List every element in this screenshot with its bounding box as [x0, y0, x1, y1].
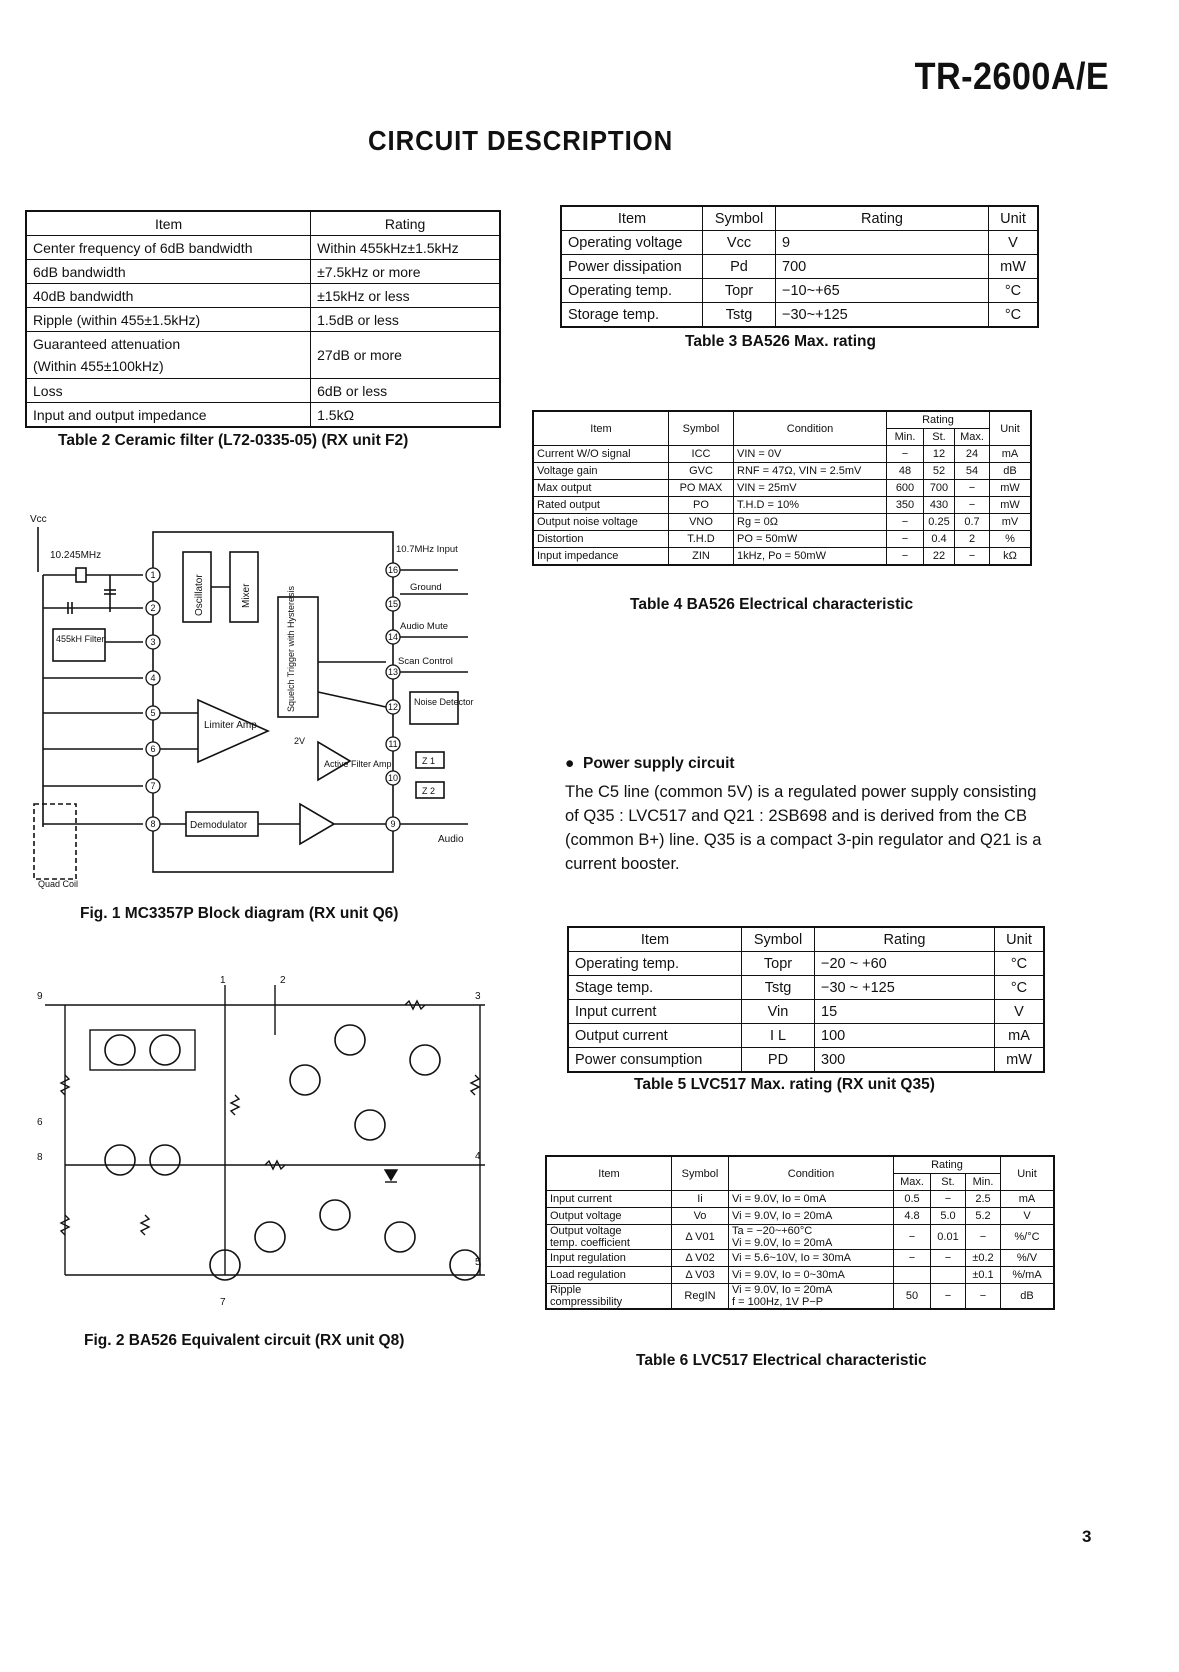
crystal-label: 10.245MHz: [50, 550, 102, 561]
table-cell: mA: [995, 1024, 1045, 1048]
table-cell: Stage temp.: [568, 976, 742, 1000]
mute-label: Audio Mute: [400, 621, 449, 632]
fig2-caption: Fig. 2 BA526 Equivalent circuit (RX unit Q8): [84, 1332, 405, 1349]
lvc517-electrical-table: [545, 1155, 1055, 1310]
table-cell: 700: [776, 255, 989, 279]
table-header: Rating: [815, 927, 995, 952]
table-cell: −: [894, 1225, 931, 1250]
table-cell: Vi = 9.0V, Io = 0~30mA: [729, 1267, 894, 1284]
table-header: Unit: [995, 927, 1045, 952]
table-header: Item: [561, 206, 703, 231]
table-cell: Power dissipation: [561, 255, 703, 279]
table-header: Unit: [989, 206, 1039, 231]
pin-label: 6: [37, 1117, 43, 1128]
table-cell: Voltage gain: [533, 463, 669, 480]
filter-label: 455kH Filter: [56, 634, 105, 644]
table-cell: RNF = 47Ω, VIN = 2.5mV: [734, 463, 887, 480]
table-cell: 350: [887, 497, 924, 514]
table-cell: ICC: [669, 446, 734, 463]
table-cell: [26, 332, 311, 379]
transistors: [105, 1025, 480, 1280]
table-cell: Δ V01: [672, 1225, 729, 1250]
table-cell: [546, 1284, 672, 1310]
table-cell: %/mA: [1001, 1267, 1055, 1284]
pin-label: 2: [280, 975, 286, 986]
table-subheader: St.: [931, 1174, 966, 1191]
table-cell: Operating temp.: [568, 952, 742, 976]
table-cell: I L: [742, 1024, 815, 1048]
pin-number: 1: [150, 570, 156, 580]
pin-number: 13: [387, 667, 399, 677]
table-cell: ZIN: [669, 548, 734, 566]
table-cell: −: [955, 497, 990, 514]
table-cell: Power consumption: [568, 1048, 742, 1073]
cell-line: f = 100Hz, 1V P−P: [732, 1296, 824, 1308]
pin-label: 4: [475, 1151, 481, 1162]
table-cell: T.H.D: [669, 531, 734, 548]
table-header: Symbol: [703, 206, 776, 231]
pin-number: 5: [150, 708, 156, 718]
scan-label: Scan Control: [398, 656, 453, 667]
table-cell: 700: [924, 480, 955, 497]
resistor-symbol: [471, 1075, 479, 1095]
table-cell: 430: [924, 497, 955, 514]
cell-line: temp. coefficient: [550, 1237, 630, 1249]
table-header: Condition: [734, 411, 887, 446]
crystal-symbol: [76, 568, 86, 582]
table6-caption: Table 6 LVC517 Electrical characteristic: [636, 1352, 927, 1369]
table-cell: Vcc: [703, 231, 776, 255]
table-cell: 54: [955, 463, 990, 480]
table-cell: [894, 1267, 931, 1284]
mc3357p-block-diagram: [28, 512, 498, 897]
table-cell: Operating temp.: [561, 279, 703, 303]
table-cell: −: [887, 514, 924, 531]
squelch-label: Squelch Trigger with Hysteresis: [286, 585, 296, 712]
pin-number: 7: [150, 781, 156, 791]
power-supply-title: Power supply circuit: [582, 755, 735, 772]
transistor-symbol: [255, 1222, 285, 1252]
table-cell: mV: [990, 514, 1032, 531]
table-cell: 0.5: [894, 1191, 931, 1208]
table-cell: 9: [776, 231, 989, 255]
table-cell: −20 ~ +60: [815, 952, 995, 976]
pin-label: 5: [475, 1257, 481, 1268]
table-cell: Loss: [26, 379, 311, 403]
table3-caption: Table 3 BA526 Max. rating: [685, 333, 876, 350]
table-cell: ±0.2: [966, 1250, 1001, 1267]
table-cell: Input current: [568, 1000, 742, 1024]
table-cell: 6dB or less: [311, 379, 500, 403]
table-cell: 0.4: [924, 531, 955, 548]
table-header: Rating: [887, 411, 990, 429]
table-cell: 40dB bandwidth: [26, 284, 311, 308]
transistor-symbol: [105, 1145, 135, 1175]
table-cell: V: [989, 231, 1039, 255]
table-cell: −: [887, 531, 924, 548]
table-cell: 4.8: [894, 1208, 931, 1225]
pin-number: 11: [388, 739, 398, 749]
pin-label: 1: [220, 975, 226, 986]
table-cell: −30 ~ +125: [815, 976, 995, 1000]
cell-line: compressibility: [550, 1296, 623, 1308]
table-cell: Topr: [703, 279, 776, 303]
ground-label: Ground: [410, 582, 442, 593]
table-cell: −30~+125: [776, 303, 989, 328]
table-cell: Center frequency of 6dB bandwidth: [26, 236, 311, 260]
table-cell: Output voltage: [546, 1208, 672, 1225]
table-cell: Δ V02: [672, 1250, 729, 1267]
table-cell: 27dB or more: [311, 332, 500, 379]
table-cell: Distortion: [533, 531, 669, 548]
table-header: Item: [568, 927, 742, 952]
table-header: Condition: [729, 1156, 894, 1191]
table-cell: Input impedance: [533, 548, 669, 566]
vcc-label: Vcc: [30, 514, 47, 525]
ceramic-filter-table: [25, 210, 501, 428]
transistor-symbol: [320, 1200, 350, 1230]
table-cell: Output noise voltage: [533, 514, 669, 531]
table-cell: 2: [955, 531, 990, 548]
quad-coil-label: Quad Coil: [38, 879, 79, 889]
table-header: Rating: [894, 1156, 1001, 1174]
table-cell: ±0.1: [966, 1267, 1001, 1284]
input-label: 10.7MHz Input: [396, 544, 458, 555]
table-cell: °C: [989, 279, 1039, 303]
pin-number: 16: [387, 565, 399, 575]
lvc517-max-rating-table: [567, 926, 1045, 1073]
table-cell: PO MAX: [669, 480, 734, 497]
limiter-label: Limiter Amp: [204, 720, 257, 731]
resistor-symbol: [231, 1095, 239, 1115]
table-cell: GVC: [669, 463, 734, 480]
pin-number: 10: [387, 773, 399, 783]
demodulator-label: Demodulator: [190, 820, 248, 831]
table-cell: Ii: [672, 1191, 729, 1208]
table-cell: 0.25: [924, 514, 955, 531]
table-subheader: Max.: [894, 1174, 931, 1191]
table-cell: ±7.5kHz or more: [311, 260, 500, 284]
table-cell: Rated output: [533, 497, 669, 514]
table-cell: 50: [894, 1284, 931, 1310]
transistor-symbol: [105, 1035, 135, 1065]
table-cell: 1kHz, Po = 50mW: [734, 548, 887, 566]
ba526-equivalent-circuit: [35, 975, 495, 1315]
table-cell: 1.5kΩ: [311, 403, 500, 428]
cell-line: Output voltage: [550, 1225, 622, 1237]
table-cell: V: [995, 1000, 1045, 1024]
table-cell: mW: [990, 480, 1032, 497]
table-cell: Operating voltage: [561, 231, 703, 255]
model-number: TR-2600A/E: [914, 56, 1109, 98]
table-subheader: Min.: [966, 1174, 1001, 1191]
table-cell: mW: [989, 255, 1039, 279]
diode-symbol: [385, 1170, 397, 1180]
table-header: Item: [546, 1156, 672, 1191]
ic-body: [153, 532, 396, 872]
mixer-label: Mixer: [241, 583, 252, 608]
pin-number: 12: [387, 702, 399, 712]
table5-caption: Table 5 LVC517 Max. rating (RX unit Q35): [634, 1076, 935, 1093]
table-cell: VIN = 25mV: [734, 480, 887, 497]
table-cell: mA: [990, 446, 1032, 463]
voltage-label: 2V: [294, 736, 306, 746]
table-cell: −: [931, 1250, 966, 1267]
table-cell: −: [931, 1191, 966, 1208]
quad-coil-box: [34, 804, 76, 879]
table-cell: PO: [669, 497, 734, 514]
transistor-symbol: [150, 1145, 180, 1175]
transistor-symbol: [150, 1035, 180, 1065]
table-cell: Within 455kHz±1.5kHz: [311, 236, 500, 260]
table-header: Symbol: [742, 927, 815, 952]
pin-number: 4: [150, 673, 156, 683]
ba526-max-rating-table: [560, 205, 1039, 328]
table-cell: −: [887, 548, 924, 566]
table-cell: 300: [815, 1048, 995, 1073]
table-cell: Vin: [742, 1000, 815, 1024]
table-cell: RegIN: [672, 1284, 729, 1310]
resistor-symbol: [141, 1215, 149, 1235]
table-cell: VNO: [669, 514, 734, 531]
ba526-electrical-table: [532, 410, 1032, 566]
cell-line: (Within 455±100kHz): [33, 358, 164, 374]
table-cell: Vi = 5.6~10V, Io = 30mA: [729, 1250, 894, 1267]
table-cell: PD: [742, 1048, 815, 1073]
audio-label: Audio: [438, 834, 464, 845]
noise-label: Noise Detector: [414, 697, 474, 707]
table-cell: [729, 1225, 894, 1250]
table-cell: Max output: [533, 480, 669, 497]
table-cell: %/V: [1001, 1250, 1055, 1267]
table-cell: −: [894, 1250, 931, 1267]
pin-number: 14: [387, 632, 399, 642]
table-cell: Current W/O signal: [533, 446, 669, 463]
table-cell: Tstg: [742, 976, 815, 1000]
cell-line: Vi = 9.0V, Io = 20mA: [732, 1237, 833, 1249]
table-cell: °C: [995, 952, 1045, 976]
table-cell: 48: [887, 463, 924, 480]
wire: [318, 692, 386, 707]
table-cell: −: [887, 446, 924, 463]
table-cell: −10~+65: [776, 279, 989, 303]
table-cell: 5.2: [966, 1208, 1001, 1225]
table-cell: Pd: [703, 255, 776, 279]
table-cell: V: [1001, 1208, 1055, 1225]
table-cell: °C: [995, 976, 1045, 1000]
pin-label: 8: [37, 1152, 43, 1163]
power-supply-paragraph: The C5 line (common 5V) is a regulated power supply consisting of Q35 : LVC517 and Q21 : 2SB698 and is derived from the CB (common B+) line. Q35 is a compact 3-pin regulator and Q21 is a current booster.: [565, 783, 1042, 873]
active-filter-label: Active Filter Amp: [324, 759, 392, 769]
table-cell: Rg = 0Ω: [734, 514, 887, 531]
table-cell: mW: [990, 497, 1032, 514]
pin-number: 2: [150, 603, 156, 613]
table-cell: ±15kHz or less: [311, 284, 500, 308]
table-cell: −: [955, 548, 990, 566]
limiter-amp-symbol: [198, 700, 268, 762]
table-cell: 1.5dB or less: [311, 308, 500, 332]
pin-number: 6: [150, 744, 156, 754]
pin-number: 8: [150, 819, 156, 829]
table2-caption: Table 2 Ceramic filter (L72-0335-05) (RX unit F2): [58, 432, 409, 449]
table-cell: 6dB bandwidth: [26, 260, 311, 284]
table-cell: 52: [924, 463, 955, 480]
table-cell: dB: [990, 463, 1032, 480]
pin-label: 3: [475, 991, 481, 1002]
cell-line: Ta = −20~+60°C: [732, 1225, 813, 1237]
table-cell: 24: [955, 446, 990, 463]
transistor-symbol: [335, 1025, 365, 1055]
pin-number: 3: [150, 637, 156, 647]
transistor-symbol: [410, 1045, 440, 1075]
table-header: Item: [533, 411, 669, 446]
table-cell: −: [955, 480, 990, 497]
table-cell: Input current: [546, 1191, 672, 1208]
table-cell: PO = 50mW: [734, 531, 887, 548]
fig1-caption: Fig. 1 MC3357P Block diagram (RX unit Q6): [80, 905, 399, 922]
pin-labels: [37, 975, 481, 1308]
table-cell: Load regulation: [546, 1267, 672, 1284]
table-cell: [931, 1267, 966, 1284]
table-header: Item: [26, 211, 311, 236]
table-subheader: St.: [924, 429, 955, 446]
table4-caption: Table 4 BA526 Electrical characteristic: [630, 596, 914, 613]
table-cell: [729, 1284, 894, 1310]
output-amp-symbol: [300, 804, 334, 844]
table-cell: 2.5: [966, 1191, 1001, 1208]
table-header: Symbol: [669, 411, 734, 446]
bullet-icon: ●: [565, 755, 583, 772]
cell-line: Guaranteed attenuation: [33, 336, 181, 352]
table-header: Rating: [776, 206, 989, 231]
table-cell: −: [966, 1225, 1001, 1250]
page-title: CIRCUIT DESCRIPTION: [368, 125, 674, 156]
page-number: 3: [1082, 1527, 1092, 1546]
table-cell: Storage temp.: [561, 303, 703, 328]
table-cell: [546, 1225, 672, 1250]
section-heading: [565, 755, 735, 773]
table-cell: 100: [815, 1024, 995, 1048]
table-cell: °C: [989, 303, 1039, 328]
oscillator-label: Oscillator: [194, 574, 205, 616]
table-cell: Vi = 9.0V, Io = 0mA: [729, 1191, 894, 1208]
table-cell: 22: [924, 548, 955, 566]
cell-line: Vi = 9.0V, Io = 20mA: [732, 1284, 833, 1296]
table-cell: Ripple (within 455±1.5kHz): [26, 308, 311, 332]
table-cell: Output current: [568, 1024, 742, 1048]
pin-label: 9: [37, 991, 43, 1002]
z1-label: Z 1: [422, 756, 436, 766]
table-cell: Tstg: [703, 303, 776, 328]
table-header: Symbol: [672, 1156, 729, 1191]
table-cell: 5.0: [931, 1208, 966, 1225]
table-cell: %/°C: [1001, 1225, 1055, 1250]
table-cell: 0.7: [955, 514, 990, 531]
table-subheader: Min.: [887, 429, 924, 446]
table-cell: Input regulation: [546, 1250, 672, 1267]
pin-label: 7: [220, 1297, 226, 1308]
pin-number: 9: [390, 819, 396, 829]
table-cell: Vi = 9.0V, Io = 20mA: [729, 1208, 894, 1225]
table-cell: Input and output impedance: [26, 403, 311, 428]
table-cell: dB: [1001, 1284, 1055, 1310]
table-subheader: Max.: [955, 429, 990, 446]
table-cell: VIN = 0V: [734, 446, 887, 463]
transistor-symbol: [355, 1110, 385, 1140]
table-cell: mW: [995, 1048, 1045, 1073]
table-cell: mA: [1001, 1191, 1055, 1208]
table-cell: Δ V03: [672, 1267, 729, 1284]
table-header: Unit: [1001, 1156, 1055, 1191]
squelch-block: [278, 597, 318, 717]
table-cell: 0.01: [931, 1225, 966, 1250]
table-cell: 15: [815, 1000, 995, 1024]
table-cell: 600: [887, 480, 924, 497]
table-cell: %: [990, 531, 1032, 548]
table-cell: Topr: [742, 952, 815, 976]
table-cell: −: [931, 1284, 966, 1310]
transistor-symbol: [290, 1065, 320, 1095]
table-cell: Vo: [672, 1208, 729, 1225]
pin-number: 15: [387, 599, 399, 609]
table-cell: T.H.D = 10%: [734, 497, 887, 514]
transistor-symbol: [385, 1222, 415, 1252]
cell-line: Ripple: [550, 1284, 582, 1296]
z2-label: Z 2: [422, 786, 436, 796]
table-cell: kΩ: [990, 548, 1032, 566]
table-cell: −: [966, 1284, 1001, 1310]
table-cell: 12: [924, 446, 955, 463]
table-header: Rating: [311, 211, 500, 236]
table-header: Unit: [990, 411, 1032, 446]
